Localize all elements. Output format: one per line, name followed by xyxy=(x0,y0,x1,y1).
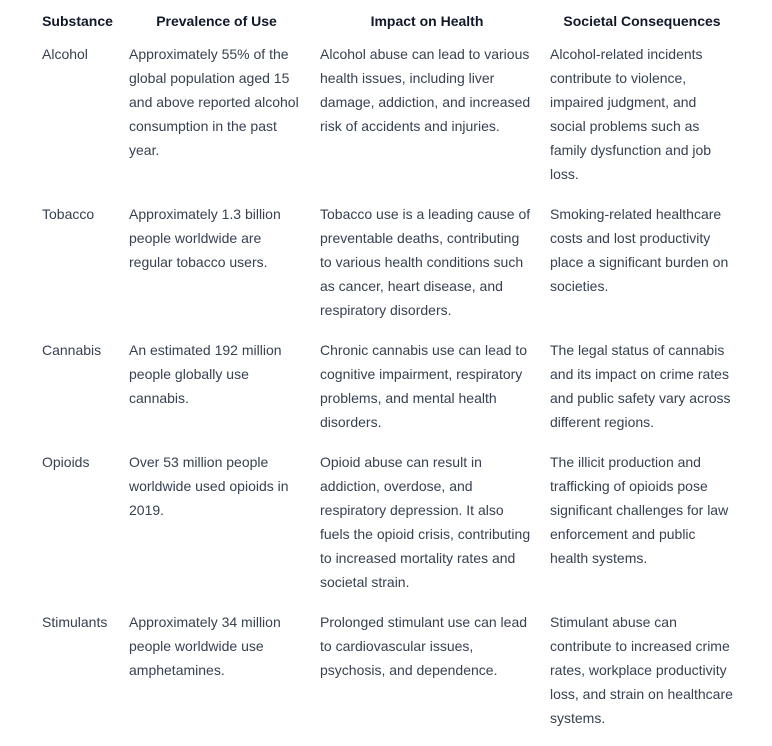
societal-cell: Stimulant abuse can contribute to increased crime rates, workplace productivity loss, and strain on healthcare systems. xyxy=(550,614,733,726)
health-cell: Alcohol abuse can lead to various health issues, including liver damage, addiction, and increased risk of accidents and injuries. xyxy=(320,46,531,134)
health-cell: Chronic cannabis use can lead to cognitive impairment, respiratory problems, and mental health disorders. xyxy=(320,342,528,430)
substance-table xyxy=(34,0,742,746)
prevalence-cell: Approximately 34 million people worldwide use amphetamines. xyxy=(129,614,281,678)
health-cell: Tobacco use is a leading cause of preventable deaths, contributing to various health conditions such as cancer, heart disease, and respiratory disorders. xyxy=(320,206,531,318)
table-row xyxy=(34,610,742,746)
table-row xyxy=(34,450,742,610)
societal-cell: Smoking-related healthcare costs and lost productivity place a significant burden on societies. xyxy=(550,206,729,294)
substance-cell: Opioids xyxy=(42,454,90,470)
substance-cell: Alcohol xyxy=(42,46,88,62)
header-row xyxy=(34,0,742,42)
table-row xyxy=(34,202,742,338)
table-row xyxy=(34,42,742,202)
health-cell: Prolonged stimulant use can lead to cardiovascular issues, psychosis, and dependence. xyxy=(320,614,528,678)
substance-cell: Cannabis xyxy=(42,342,102,358)
prevalence-cell: Approximately 55% of the global population aged 15 and above reported alcohol consumption in the past year. xyxy=(129,46,299,158)
societal-cell: Alcohol-related incidents contribute to violence, impaired judgment, and social problems such as family dysfunction and job loss. xyxy=(550,46,712,182)
prevalence-cell: Over 53 million people worldwide used opioids in 2019. xyxy=(129,454,289,518)
substance-cell: Tobacco xyxy=(42,206,95,222)
header-health-impact: Impact on Health xyxy=(370,13,484,29)
header-societal-consequences: Societal Consequences xyxy=(563,13,721,29)
table-row xyxy=(34,338,742,450)
prevalence-cell: Approximately 1.3 billion people worldwide are regular tobacco users. xyxy=(129,206,281,270)
header-substance: Substance xyxy=(42,13,113,29)
header-prevalence: Prevalence of Use xyxy=(156,13,277,29)
prevalence-cell: An estimated 192 million people globally use cannabis. xyxy=(129,342,282,406)
societal-cell: The illicit production and trafficking of opioids pose significant challenges for law enforcement and public health systems. xyxy=(550,454,729,566)
societal-cell: The legal status of cannabis and its impact on crime rates and public safety vary across different regions. xyxy=(550,342,731,430)
substance-cell: Stimulants xyxy=(42,614,108,630)
health-cell: Opioid abuse can result in addiction, overdose, and respiratory depression. It also fuels the opioid crisis, contributing to increased mortality rates and societal strain. xyxy=(320,454,531,590)
